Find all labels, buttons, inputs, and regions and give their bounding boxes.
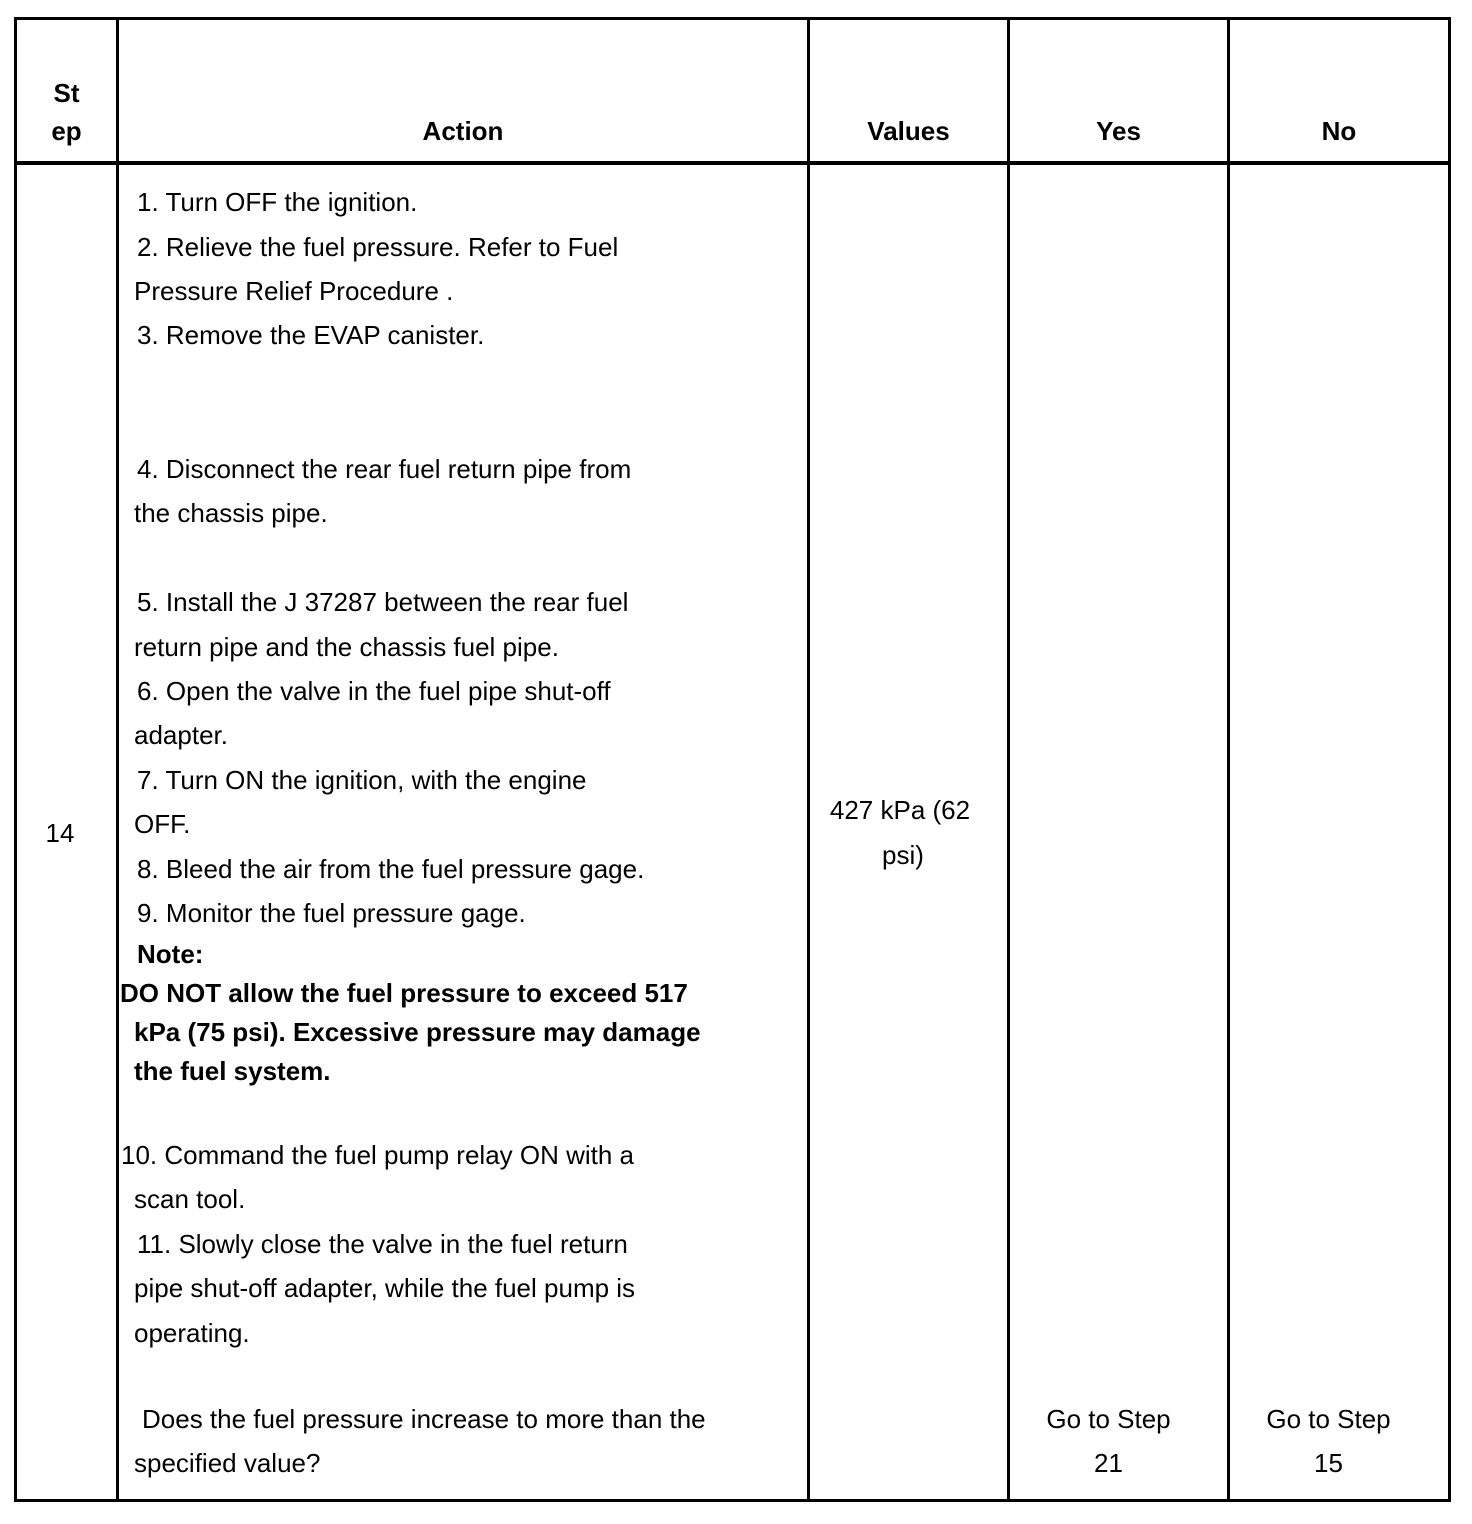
yes-target: Go to Step <box>1046 1404 1171 1434</box>
note-text: the fuel system. <box>134 1056 331 1086</box>
action-line: 7. Turn ON the ignition, with the engine <box>137 765 587 795</box>
question-line: Does the fuel pressure increase to more than the <box>142 1404 706 1434</box>
header-values: Values <box>867 116 950 146</box>
action-line: 6. Open the valve in the fuel pipe shut-off <box>137 676 611 706</box>
note-label: Note: <box>137 939 204 969</box>
action-line: 9. Monitor the fuel pressure gage. <box>137 898 526 928</box>
col-divider <box>1227 17 1230 1502</box>
header-step: St ep <box>51 78 82 146</box>
value-line: psi) <box>882 840 924 870</box>
header-divider <box>14 161 1451 165</box>
note-text: DO NOT allow the fuel pressure to exceed 517 <box>120 978 688 1008</box>
action-line: return pipe and the chassis fuel pipe. <box>134 632 559 662</box>
step-number: 14 <box>45 818 75 848</box>
action-line: operating. <box>134 1318 250 1348</box>
action-line: 2. Relieve the fuel pressure. Refer to Fuel <box>137 232 619 262</box>
value-line: 427 kPa (62 <box>829 795 971 825</box>
action-line: 8. Bleed the air from the fuel pressure gage. <box>137 854 645 884</box>
no-target: Go to Step <box>1266 1404 1391 1434</box>
action-line: pipe shut-off adapter, while the fuel pump is <box>134 1273 636 1303</box>
col-divider <box>1007 17 1010 1502</box>
action-line: 3. Remove the EVAP canister. <box>137 320 485 350</box>
header-yes: Yes <box>1096 116 1141 146</box>
action-line: 4. Disconnect the rear fuel return pipe from <box>137 454 632 484</box>
action-line: 10. Command the fuel pump relay ON with a <box>121 1140 635 1170</box>
action-line: 11. Slowly close the valve in the fuel return <box>137 1229 628 1259</box>
action-line: Pressure Relief Procedure . <box>134 276 454 306</box>
no-target: 15 <box>1314 1448 1343 1478</box>
action-line: scan tool. <box>134 1184 246 1214</box>
note-text: kPa (75 psi). Excessive pressure may damage <box>134 1017 701 1047</box>
question-line: specified value? <box>134 1448 321 1478</box>
action-line: the chassis pipe. <box>134 498 328 528</box>
action-line: 5. Install the J 37287 between the rear fuel <box>137 587 629 617</box>
action-line: adapter. <box>134 720 228 750</box>
action-line: 1. Turn OFF the ignition. <box>137 187 418 217</box>
col-divider <box>116 17 119 1502</box>
header-no: No <box>1321 116 1357 146</box>
header-action: Action <box>422 116 504 146</box>
col-divider <box>807 17 810 1502</box>
yes-target: 21 <box>1094 1448 1123 1478</box>
action-line: OFF. <box>134 809 191 839</box>
